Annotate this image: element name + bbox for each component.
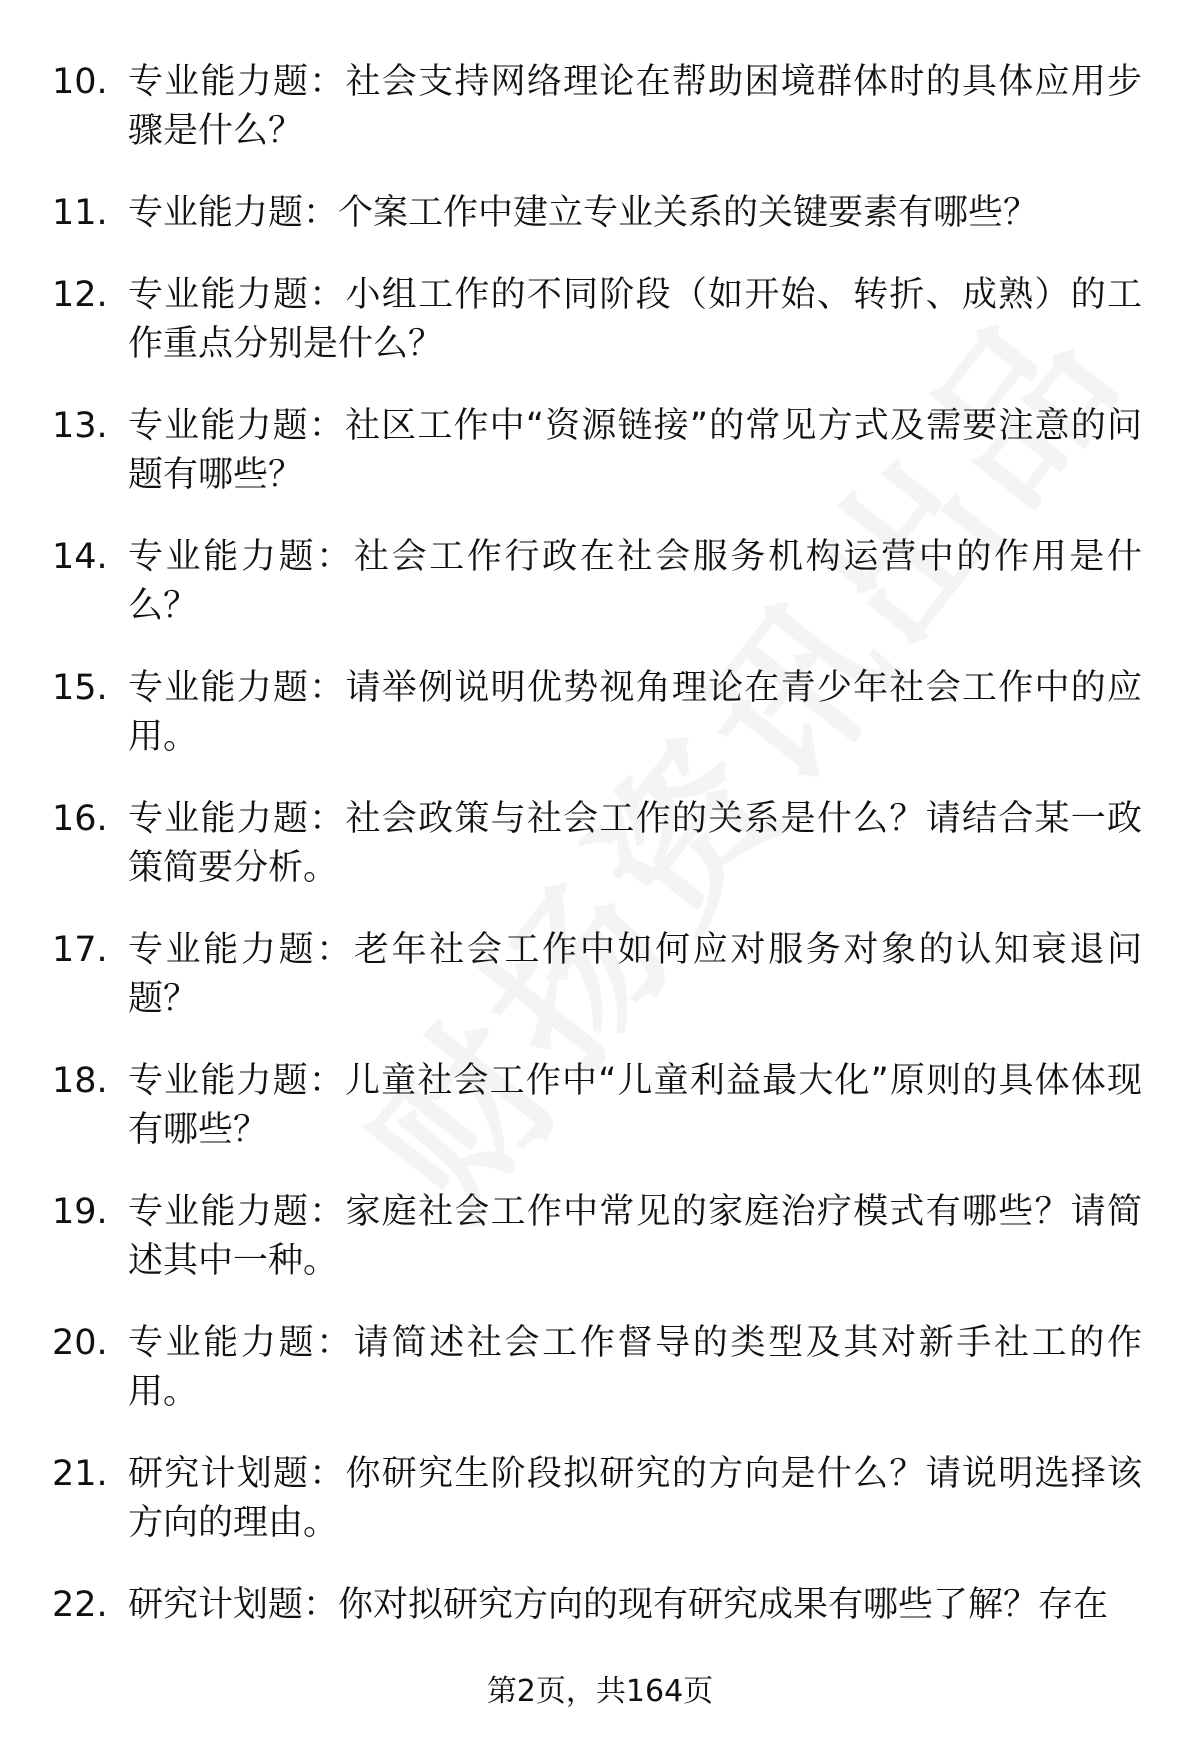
question-number: 10. <box>52 62 108 102</box>
question-item <box>52 1188 1142 1286</box>
question-item <box>52 189 1142 238</box>
question-text: 研究计划题：你对拟研究方向的现有研究成果有哪些了解？存在 <box>128 1585 1109 1625</box>
page-number-footer: 第2页，共164页 <box>486 1674 714 1709</box>
question-number: 11. <box>52 193 108 233</box>
question-item <box>52 1581 1142 1630</box>
question-text: 研究计划题：你研究生阶段拟研究的方向是什么？请说明选择该方向的理由。 <box>128 1454 1142 1543</box>
question-number: 22. <box>52 1585 108 1625</box>
question-item <box>52 1057 1142 1155</box>
question-text: 专业能力题：个案工作中建立专业关系的关键要素有哪些？ <box>128 193 1039 233</box>
question-text: 专业能力题：请举例说明优势视角理论在青少年社会工作中的应用。 <box>128 668 1142 757</box>
question-text: 专业能力题：儿童社会工作中“儿童利益最大化”原则的具体体现有哪些？ <box>128 1061 1142 1150</box>
question-text: 专业能力题：家庭社会工作中常见的家庭治疗模式有哪些？请简述其中一种。 <box>128 1192 1142 1281</box>
question-text: 专业能力题：社会工作行政在社会服务机构运营中的作用是什么？ <box>128 537 1142 626</box>
question-text: 专业能力题：老年社会工作中如何应对服务对象的认知衰退问题？ <box>128 930 1142 1019</box>
question-item <box>52 533 1142 631</box>
question-text: 专业能力题：社会支持网络理论在帮助困境群体时的具体应用步骤是什么？ <box>128 62 1142 151</box>
question-text: 专业能力题：请简述社会工作督导的类型及其对新手社工的作用。 <box>128 1323 1142 1412</box>
question-item <box>52 1450 1142 1548</box>
question-text: 专业能力题：小组工作的不同阶段（如开始、转折、成熟）的工作重点分别是什么？ <box>128 275 1142 364</box>
question-number: 19. <box>52 1192 108 1232</box>
question-number: 12. <box>52 275 108 315</box>
question-number: 18. <box>52 1061 108 1101</box>
question-item <box>52 271 1142 369</box>
question-item <box>52 58 1142 156</box>
question-number: 14. <box>52 537 108 577</box>
question-number: 15. <box>52 668 108 708</box>
question-number: 20. <box>52 1323 108 1363</box>
question-item <box>52 795 1142 893</box>
question-item <box>52 926 1142 1024</box>
question-item <box>52 664 1142 762</box>
question-item <box>52 402 1142 500</box>
question-list <box>52 58 1142 1630</box>
question-item <box>52 1319 1142 1417</box>
question-number: 21. <box>52 1454 108 1494</box>
question-text: 专业能力题：社会政策与社会工作的关系是什么？请结合某一政策简要分析。 <box>128 799 1142 888</box>
question-number: 16. <box>52 799 108 839</box>
question-text: 专业能力题：社区工作中“资源链接”的常见方式及需要注意的问题有哪些？ <box>128 406 1142 495</box>
question-number: 13. <box>52 406 108 446</box>
question-number: 17. <box>52 930 108 970</box>
